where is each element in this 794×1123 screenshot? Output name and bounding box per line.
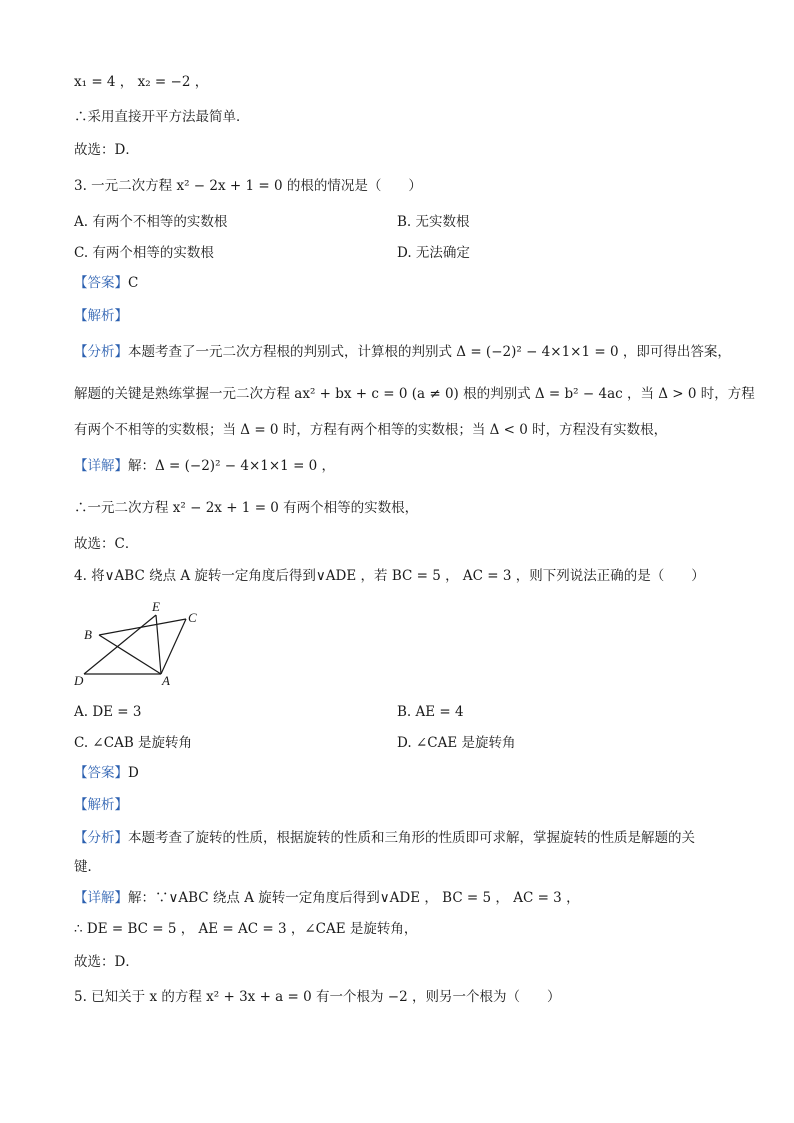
vertex-e-label: E (152, 599, 160, 614)
q4-detail-line-1 (74, 888, 734, 908)
q4-option-a: A. DE = 3 (74, 704, 142, 720)
fenxi-tag: 【分析】 (74, 830, 128, 846)
q3-option-a: A. 有两个不相等的实数根 (74, 214, 228, 230)
q3-option-b: B. 无实数根 (397, 214, 470, 230)
q4-option-d: D. ∠CAE 是旋转角 (397, 735, 516, 751)
answer-tag: 【答案】 (74, 275, 128, 291)
line-choice-d: 故选：D． (74, 142, 139, 158)
q4-analysis-tag: 【解析】 (74, 797, 128, 813)
rotation-figure (74, 598, 214, 690)
fenxi-tag: 【分析】 (74, 344, 128, 360)
vertex-a-label: A (162, 673, 170, 688)
q3-fenxi-line-1 (74, 342, 734, 362)
q4-detail-line-3: 故选：D． (74, 954, 139, 970)
question-4: 4. 将∨ABC 绕点 A 旋转一定角度后得到∨ADE ，若 BC = 5 ， AC = 3 ，则下列说法正确的是（ ） (74, 568, 705, 584)
line-method: ∴采用直接开平方法最简单． (74, 109, 250, 125)
q4-answer (74, 763, 734, 783)
q3-option-d: D. 无法确定 (397, 245, 470, 261)
answer-value: D (128, 765, 139, 781)
q3-fenxi-line-2: 解题的关键是熟练掌握一元二次方程 ax² + bx + c = 0 (a ≠ 0) 根的判别式 Δ = b² − 4ac ，当 Δ > 0 时，方程 (74, 386, 755, 402)
q3-fenxi-line-3: 有两个不相等的实数根；当 Δ = 0 时，方程有两个相等的实数根；当 Δ < 0 时，方程没有实数根， (74, 422, 668, 438)
q3-answer (74, 273, 734, 293)
q3-option-c: C. 有两个相等的实数根 (74, 245, 214, 261)
answer-tag: 【答案】 (74, 765, 128, 781)
q4-fenxi-line-1 (74, 828, 734, 848)
fenxi-text: 本题考查了一元二次方程根的判别式，计算根的判别式 Δ = (−2)² − 4×1×1 = 0 ，即可得出答案， (128, 344, 731, 360)
line-roots: x₁ = 4 ， x₂ = −2 ， (74, 74, 209, 90)
question-3: 3. 一元二次方程 x² − 2x + 1 = 0 的根的情况是（ ） (74, 178, 422, 194)
detail-tag: 【详解】 (74, 890, 128, 906)
fenxi-text: 本题考查了旋转的性质，根据旋转的性质和三角形的性质即可求解，掌握旋转的性质是解题的关 (128, 830, 695, 846)
detail-text: 解：Δ = (−2)² − 4×1×1 = 0 ， (128, 458, 336, 474)
detail-text: 解：∵∨ABC 绕点 A 旋转一定角度后得到∨ADE ， BC = 5 ， AC = 3 ， (128, 890, 580, 906)
q3-analysis-tag: 【解析】 (74, 308, 128, 324)
q3-detail-line-3: 故选：C． (74, 536, 139, 552)
q4-option-c: C. ∠CAB 是旋转角 (74, 735, 193, 751)
q4-option-b: B. AE = 4 (397, 704, 464, 720)
q3-detail-line-2: ∴一元二次方程 x² − 2x + 1 = 0 有两个相等的实数根， (74, 500, 419, 516)
vertex-d-label: D (74, 673, 84, 688)
question-5: 5. 已知关于 x 的方程 x² + 3x + a = 0 有一个根为 −2 ，则另一个根为（ ） (74, 989, 561, 1005)
vertex-b-label: B (84, 627, 92, 642)
q4-detail-line-2: ∴ DE = BC = 5 ， AE = AC = 3 ，∠CAE 是旋转角， (74, 921, 418, 937)
q3-detail-line-1 (74, 456, 734, 476)
detail-tag: 【详解】 (74, 458, 128, 474)
answer-value: C (128, 275, 139, 291)
q4-fenxi-line-2: 键． (74, 859, 101, 875)
vertex-c-label: C (188, 610, 197, 625)
